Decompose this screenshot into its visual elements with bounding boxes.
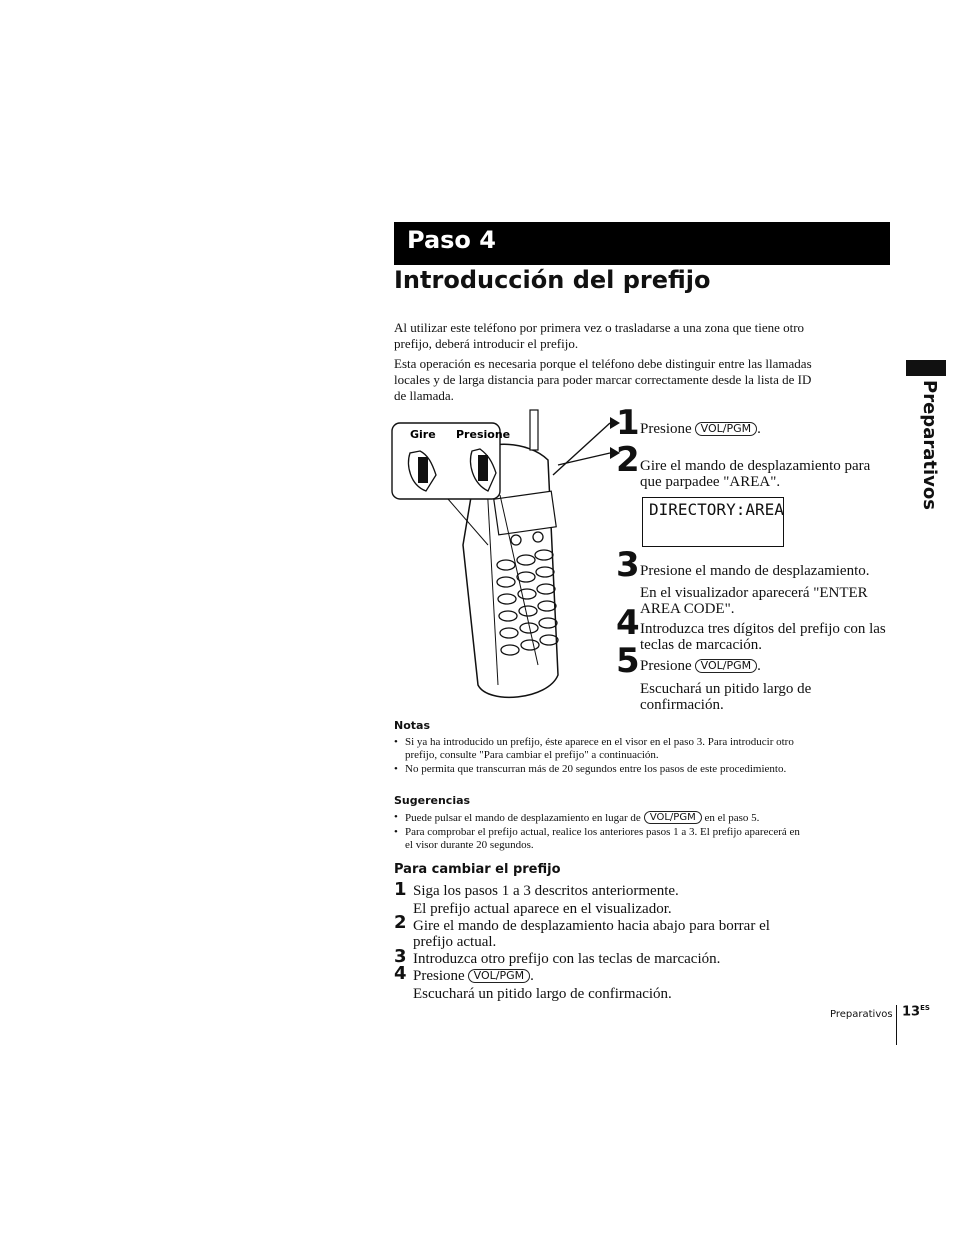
step-5-number: 5 — [616, 641, 640, 681]
step-5-label: Presione — [640, 658, 692, 674]
sugerencias-item-1-text: Puede pulsar el mando de desplazamiento en lugar de — [405, 812, 641, 824]
cambiar-step-4-text — [413, 968, 534, 984]
cambiar-step-1-text: Siga los pasos 1 a 3 descritos anteriormente. — [413, 883, 679, 899]
cambiar-step-3-number: 3 — [394, 946, 407, 967]
sugerencias-item-2: • Para comprobar el prefijo actual, realice los anteriores pasos 1 a 3. El prefijo aparecerá en el visor durante 20 segundos. — [394, 826, 805, 852]
sugerencias-item-1 — [394, 811, 845, 825]
section-tab-marker — [906, 360, 946, 376]
lcd-display — [642, 497, 784, 547]
intro-paragraph-2: Esta operación es necesaria porque el teléfono debe distinguir entre las llamadas locales y de larga distancia para poder marcar correctamente desde la lista de ID de llamada. — [394, 356, 812, 403]
intro-paragraph-1: Al utilizar este teléfono por primera vez o trasladarse a una zona que tiene otro prefijo, deberá introducir el prefijo. — [394, 320, 805, 351]
cambiar-step-2-text: Gire el mando de desplazamiento hacia abajo para borrar el prefijo actual. — [413, 918, 770, 950]
step-3-text: Presione el mando de desplazamiento. — [640, 563, 870, 579]
cambiar-step-2-number: 2 — [394, 912, 407, 933]
step-2-number: 2 — [616, 440, 640, 480]
section-tab-label: Preparativos — [919, 380, 940, 510]
step-3-number: 3 — [616, 545, 640, 585]
step-label: Paso 4 — [407, 226, 496, 254]
sugerencias-heading: Sugerencias — [394, 794, 471, 807]
vol-pgm-key: VOL/PGM — [695, 422, 757, 436]
step-1-text — [640, 421, 761, 437]
vol-pgm-key: VOL/PGM — [468, 969, 530, 983]
cambiar-step-4-label: Presione — [413, 968, 465, 984]
page-number-value: 13 — [902, 1004, 921, 1020]
presione-label: Presione — [456, 428, 511, 441]
step-4-text: Introduzca tres dígitos del prefijo con las teclas de marcación. — [640, 621, 886, 653]
page-number-suffix: ES — [920, 1004, 930, 1012]
step-1-number: 1 — [616, 403, 640, 443]
sugerencias-item-1-after: en el paso 5. — [704, 812, 760, 824]
step-4-number: 4 — [616, 603, 640, 643]
cambiar-step-4-number: 4 — [394, 963, 407, 984]
page-number — [902, 1004, 930, 1019]
cambiar-step-3-text: Introduzca otro prefijo con las teclas de marcación. — [413, 951, 721, 967]
notas-item-2: • No permita que transcurran más de 20 segundos entre los pasos de este procedimiento. — [394, 763, 805, 776]
step-1-label: Presione — [640, 421, 692, 437]
cambiar-step-4-after: . — [530, 968, 534, 984]
page-title: Introducción del prefijo — [394, 266, 711, 294]
cambiar-step-4-note: Escuchará un pitido largo de confirmación. — [413, 986, 672, 1002]
footer-divider — [896, 1005, 897, 1045]
lcd-display-text: DIRECTORY:AREA — [649, 500, 784, 519]
step-2-text: Gire el mando de desplazamiento para que parpadee "AREA". — [640, 458, 871, 490]
step-banner — [394, 222, 890, 265]
cambiar-heading: Para cambiar el prefijo — [394, 862, 561, 877]
step-5-text — [640, 658, 761, 674]
phone-illustration — [388, 405, 628, 705]
gire-label: Gire — [410, 428, 436, 441]
step-5-note: Escuchará un pitido largo de confirmación. — [640, 681, 812, 713]
cambiar-step-1-number: 1 — [394, 879, 407, 900]
notas-item-1: • Si ya ha introducido un prefijo, éste aparece en el visor en el paso 3. Para introducir otro prefijo, consulte "Para cambiar el prefijo" a continuación. — [394, 736, 805, 762]
step-1-after: . — [757, 421, 761, 437]
vol-pgm-key: VOL/PGM — [695, 659, 757, 673]
step-5-after: . — [757, 658, 761, 674]
notas-heading: Notas — [394, 719, 430, 732]
cambiar-step-1-note: El prefijo actual aparece en el visualizador. — [413, 901, 672, 917]
vol-pgm-key: VOL/PGM — [644, 811, 702, 824]
footer-section: Preparativos — [830, 1009, 893, 1020]
step-3-note: En el visualizador aparecerá "ENTER AREA CODE". — [640, 585, 868, 617]
